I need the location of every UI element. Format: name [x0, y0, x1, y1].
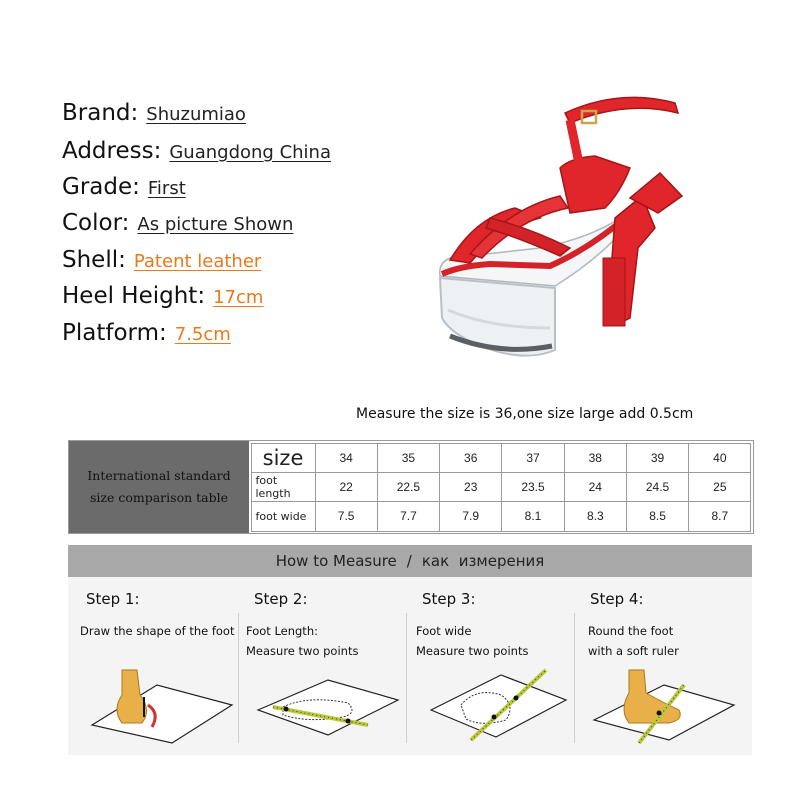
- table-cell: 24: [564, 472, 627, 502]
- measure-title-ru: как измерения: [421, 552, 545, 570]
- step-divider: [238, 613, 239, 743]
- spec-value: Guangdong China: [169, 142, 331, 163]
- spec-label: Heel Height:: [62, 283, 206, 309]
- measure-title-en: How to Measure: [275, 552, 397, 570]
- measure-separator: /: [406, 552, 412, 570]
- step-desc-line: Draw the shape of the foot: [80, 624, 235, 638]
- step-desc-line: Foot Length:: [246, 624, 318, 638]
- spec-value: Shuzumiao: [146, 104, 246, 125]
- table-cell: 22: [315, 472, 378, 502]
- spec-value: 7.5cm: [174, 324, 231, 345]
- step-divider: [406, 613, 407, 743]
- spec-color: [62, 210, 293, 244]
- size-comparison-table: [68, 440, 754, 534]
- clear-platform: [440, 278, 555, 356]
- table-cell: 40: [688, 443, 751, 473]
- table-grid: [251, 443, 751, 531]
- step-4-desc: [588, 621, 679, 661]
- step-divider: [574, 613, 575, 743]
- step-4-title: Step 4:: [590, 590, 644, 608]
- foot-length-icon: [248, 665, 408, 745]
- row-head-foot-length: foot length: [251, 472, 316, 502]
- spec-label: Platform:: [62, 320, 167, 346]
- measure-header: [68, 545, 752, 577]
- table-cell: 8.3: [564, 501, 627, 531]
- spec-value: Patent leather: [133, 251, 262, 272]
- table-cell: 24.5: [626, 472, 689, 502]
- spec-label: Color:: [62, 210, 130, 236]
- step-desc-line: Measure two points: [416, 644, 529, 658]
- spec-label: Brand:: [62, 100, 139, 126]
- foot-width-icon: [416, 665, 576, 745]
- spec-label: Address:: [62, 138, 162, 164]
- size-note: Measure the size is 36,one size large add 0.5cm: [356, 406, 694, 422]
- table-cell: 8.1: [501, 501, 564, 531]
- step-3-desc: [416, 621, 528, 661]
- table-cell: 23: [439, 472, 502, 502]
- step-1-desc: [80, 621, 234, 641]
- table-cell: 7.9: [439, 501, 502, 531]
- table-cell: 39: [626, 443, 689, 473]
- table-cell: 7.5: [315, 501, 378, 531]
- spec-value: As picture Shown: [137, 214, 294, 235]
- step-1-title: Step 1:: [86, 590, 140, 608]
- step-2-desc: [246, 621, 358, 661]
- table-label-line: International standard: [87, 468, 231, 483]
- step-desc-line: Round the foot: [588, 624, 674, 638]
- spec-label: Shell:: [62, 247, 126, 273]
- table-cell: 37: [501, 443, 564, 473]
- sandal-product-image: [420, 78, 740, 368]
- step-desc-line: Measure two points: [246, 644, 359, 658]
- table-cell: 7.7: [377, 501, 440, 531]
- spec-address: [62, 138, 331, 172]
- spec-platform: [62, 320, 231, 354]
- table-cell: 22.5: [377, 472, 440, 502]
- row-head-foot-wide: foot wide: [251, 501, 316, 531]
- spec-shell: [62, 247, 261, 281]
- how-to-measure-panel: [68, 545, 752, 755]
- table-cell: 35: [377, 443, 440, 473]
- table-cell: 8.5: [626, 501, 689, 531]
- table-label: [69, 441, 249, 533]
- spec-label: Grade:: [62, 174, 140, 200]
- table-cell: 25: [688, 472, 751, 502]
- table-cell: 8.7: [688, 501, 751, 531]
- table-label-line: size comparison table: [89, 490, 228, 505]
- table-cell: 36: [439, 443, 502, 473]
- step-desc-line: Foot wide: [416, 624, 472, 638]
- soft-ruler-icon: [584, 665, 744, 745]
- table-cell: 23.5: [501, 472, 564, 502]
- spec-brand: [62, 100, 246, 134]
- spec-value: 17cm: [213, 287, 264, 308]
- step-2-title: Step 2:: [254, 590, 308, 608]
- table-cell: 38: [564, 443, 627, 473]
- table-cell: 34: [315, 443, 378, 473]
- step-desc-line: with a soft ruler: [588, 644, 679, 658]
- spec-value: First: [147, 178, 186, 199]
- foot-outline-icon: [82, 665, 242, 745]
- spec-heel-height: [62, 283, 263, 317]
- spec-grade: [62, 174, 186, 208]
- row-head-size: size: [251, 443, 316, 473]
- step-3-title: Step 3:: [422, 590, 476, 608]
